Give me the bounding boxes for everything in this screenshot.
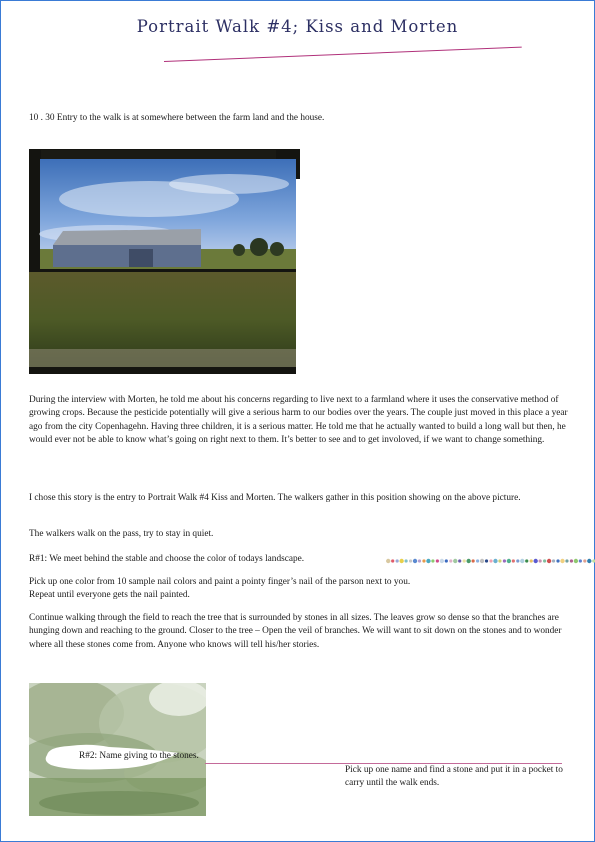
nail-color-dot (453, 559, 457, 563)
nail-color-dot (552, 559, 555, 562)
continue-paragraph: Continue walking through the field to reach the tree that is surrounded by stones in all sizes. The leaves grow so dense so that the branches are hunging down and reaching to the ground. Closer to the tree – Open the veil of branches. We will want to sit down on the stones and to wonder where all these stones come from. Anyone who knows will tell his/her stories. (29, 613, 562, 650)
nail-color-dot (543, 559, 546, 562)
tree-stones-photo (29, 683, 206, 816)
nail-color-dot (396, 559, 399, 562)
entry-choice-paragraph: I chose this story is the entry to Portrait Walk #4 Kiss and Morten. The walkers gather in this position showing on the above picture. (29, 493, 521, 503)
nail-color-dot (449, 559, 452, 562)
nail-color-dot (485, 559, 488, 562)
nail-color-dot (539, 559, 542, 562)
nail-color-dot (556, 559, 559, 562)
r2-instruction: Pick up one name and find a stone and put it in a pocket to carry until the walk ends. (345, 765, 563, 789)
nail-color-dot (418, 559, 421, 562)
nail-color-dot (547, 559, 551, 563)
nail-color-dots (386, 557, 595, 565)
nail-color-dot (445, 559, 448, 562)
barn-field-photo (29, 149, 300, 374)
nail-color-dot (399, 559, 403, 563)
nail-color-dot (507, 559, 511, 563)
nail-color-dot (463, 559, 466, 562)
nail-color-dot (533, 559, 537, 563)
nail-color-dot (440, 559, 444, 563)
film-edge (41, 150, 276, 159)
entry-paragraph: 10 . 30 Entry to the walk is at somewhere between the farm land and the house. (29, 113, 325, 123)
pick-color-paragraph: Pick up one color from 10 sample nail colors and paint a pointy finger’s nail of the parson next to you. Repeat until everyone gets the nail painted. (29, 577, 411, 601)
nail-color-dot (570, 559, 573, 562)
nail-color-dot (516, 559, 519, 562)
r1-paragraph: R#1: We meet behind the stable and choose the color of todays landscape. (29, 554, 305, 564)
nail-color-dot (560, 559, 564, 563)
nail-color-dot (413, 559, 417, 563)
nail-color-dot (520, 559, 524, 563)
nail-color-dot (431, 559, 434, 562)
walk-paragraph: The walkers walk on the pass, try to stay in quiet. (29, 529, 214, 539)
interview-paragraph: During the interview with Morten, he told me about his concerns regarding to live next to a farmland where it uses the conservative method of growing crops. Because the pesticide potentially will give a serious harm to our bodies over the years. The couple just moved in this place a year ago from the city Copenhagehn. Having three children, it is a serious matter. He told me that he actually wanted to build a long wall but then, he would ever not be able to know what’s going on right next to them. It’s better to see and to get involoved, if we want to change something. (29, 395, 568, 446)
nail-color-dot (391, 559, 394, 562)
nail-color-dot (587, 559, 591, 563)
r2-label: R#2: Name giving to the stones. (79, 751, 199, 761)
nail-color-dot (426, 559, 430, 563)
nail-color-dot (466, 559, 470, 563)
nail-color-dot (583, 559, 586, 562)
nail-color-dot (480, 559, 484, 563)
nail-color-dot (525, 559, 528, 562)
nail-color-dot (574, 559, 578, 563)
nail-color-dot (422, 559, 425, 562)
nail-color-dot (503, 559, 506, 562)
nail-color-dot (386, 559, 390, 563)
nail-color-dot (472, 559, 475, 562)
page-title: Portrait Walk #4; Kiss and Morten (136, 17, 459, 36)
nail-color-dot (565, 559, 568, 562)
nail-color-dot (489, 559, 492, 562)
nail-color-dot (436, 559, 439, 562)
nail-color-dot (476, 559, 479, 562)
nail-color-dot (512, 559, 515, 562)
nail-color-dot (458, 559, 461, 562)
nail-color-dot (498, 559, 501, 562)
nail-color-dot (409, 559, 412, 562)
nail-color-dot (405, 559, 408, 562)
nail-color-dot (493, 559, 497, 563)
nail-color-dot (530, 559, 533, 562)
nail-color-dot (579, 559, 582, 562)
